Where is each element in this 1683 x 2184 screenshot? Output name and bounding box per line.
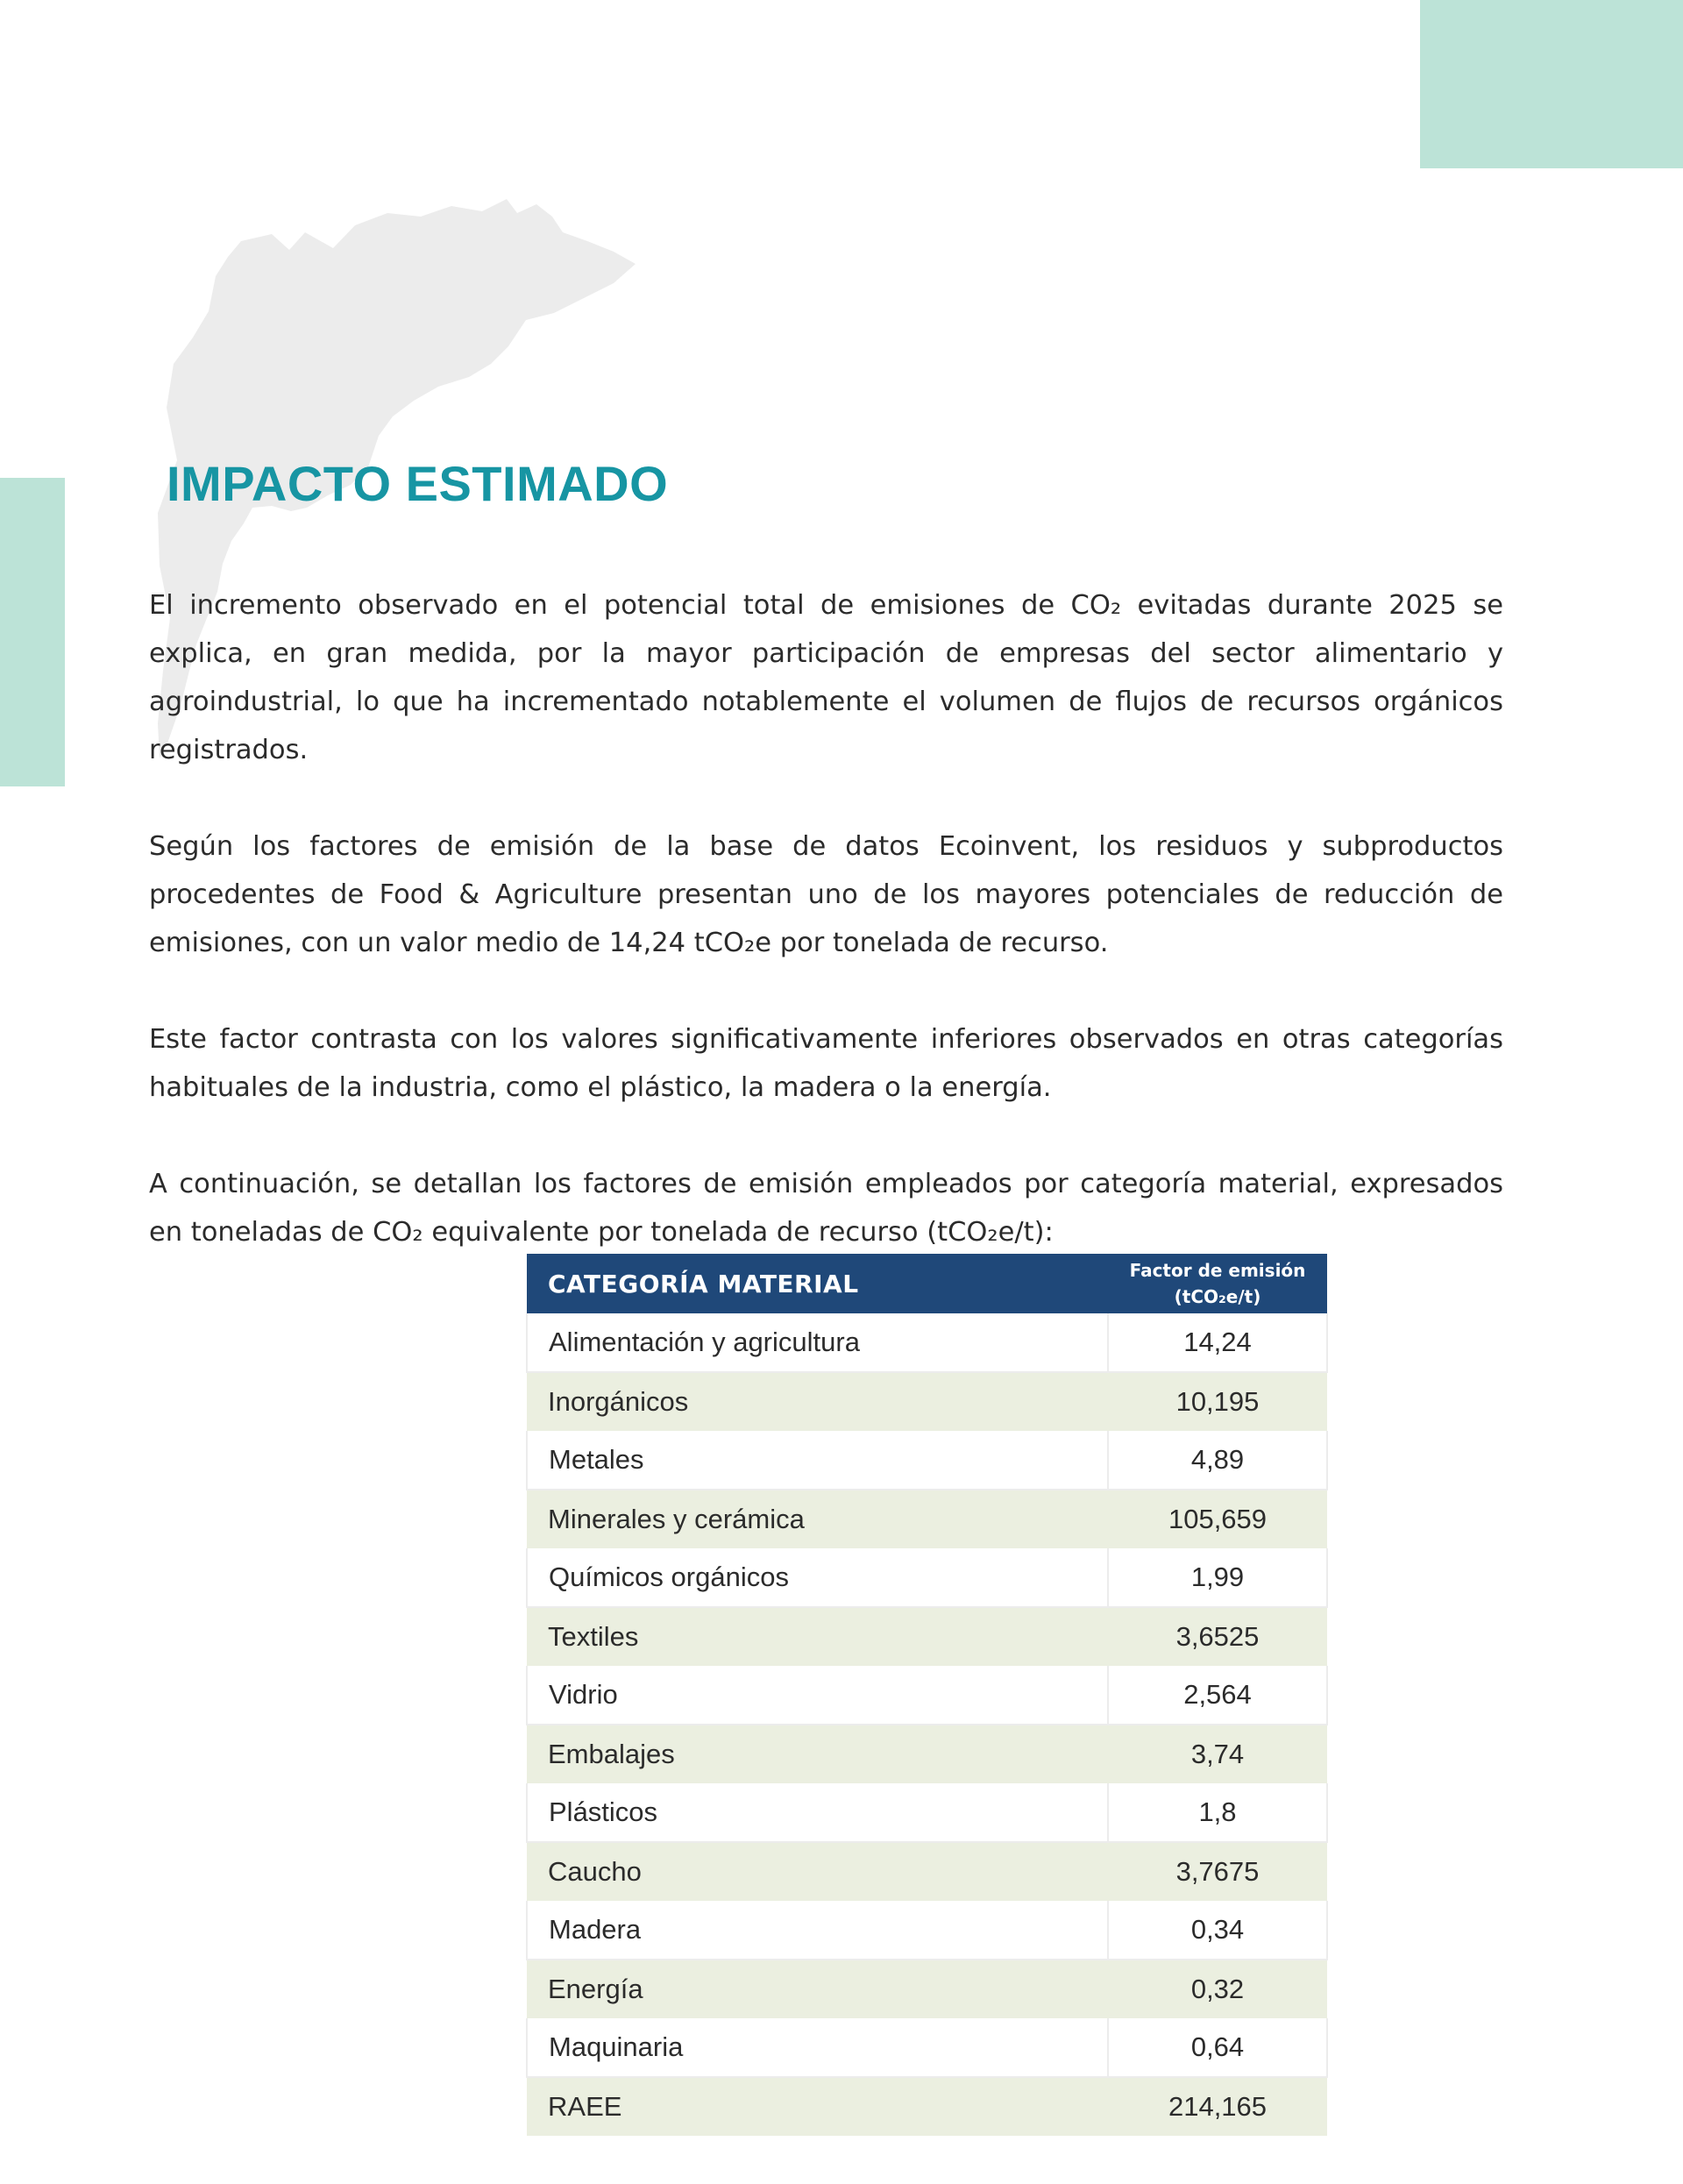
table-row: [527, 1313, 1327, 1372]
row-category: Químicos orgánicos: [527, 1548, 1108, 1607]
page-title: IMPACTO ESTIMADO: [167, 456, 669, 511]
row-value: 105,659: [1108, 1490, 1327, 1548]
top-right-accent-block: [1420, 0, 1683, 168]
table-row: [527, 1548, 1327, 1607]
header-category: CATEGORÍA MATERIAL: [527, 1254, 1108, 1313]
row-category: Plásticos: [527, 1783, 1108, 1842]
row-category: Vidrio: [527, 1666, 1108, 1725]
row-value: 4,89: [1108, 1431, 1327, 1490]
header-factor-line2: (tCO₂e/t): [1174, 1286, 1261, 1307]
table-row: [527, 1490, 1327, 1548]
table-row: [527, 1666, 1327, 1725]
row-category: Inorgánicos: [527, 1372, 1108, 1431]
header-factor-line1: Factor de emisión: [1129, 1260, 1306, 1281]
table-row: [527, 2077, 1327, 2136]
row-value: 1,99: [1108, 1548, 1327, 1607]
row-value: 14,24: [1108, 1313, 1327, 1372]
row-value: 2,564: [1108, 1666, 1327, 1725]
row-value: 0,34: [1108, 1901, 1327, 1960]
table-row: [527, 1783, 1327, 1842]
row-category: Maquinaria: [527, 2018, 1108, 2077]
paragraph-ecoinvent: Según los factores de emisión de la base de datos Ecoinvent, los residuos y subproductos procedentes de Food & Agriculture presentan uno de los mayores potenciales de reducción de emisiones, con un valor medio de 14,24 tCO₂e por tonelada de recurso.: [149, 831, 1503, 958]
table-row: [527, 2018, 1327, 2077]
row-category: Energía: [527, 1960, 1108, 2018]
row-value: 3,6525: [1108, 1607, 1327, 1666]
table-row: [527, 1901, 1327, 1960]
table-row: [527, 1372, 1327, 1431]
table-row: [527, 1842, 1327, 1901]
header-factor: [1108, 1254, 1327, 1313]
table-row: [527, 1607, 1327, 1666]
row-value: 0,64: [1108, 2018, 1327, 2077]
row-value: 3,74: [1108, 1725, 1327, 1783]
row-value: 3,7675: [1108, 1842, 1327, 1901]
table-row: [527, 1431, 1327, 1490]
row-category: Minerales y cerámica: [527, 1490, 1108, 1548]
row-value: 0,32: [1108, 1960, 1327, 2018]
paragraph-intro: El incremento observado en el potencial total de emisiones de CO₂ evitadas durante 2025 se explica, en gran medida, por la mayor participación de empresas del sector alimentario y agroindustrial, lo que ha incrementado notablemente el volumen de flujos de recursos orgánicos registrados.: [149, 590, 1503, 765]
row-category: Metales: [527, 1431, 1108, 1490]
body-text: [149, 581, 1503, 1305]
paragraph-table-intro: A continuación, se detallan los factores de emisión empleados por categoría material, expresados en toneladas de CO₂ equivalente por tonelada de recurso (tCO₂e/t):: [149, 1169, 1503, 1248]
row-category: Alimentación y agricultura: [527, 1313, 1108, 1372]
row-category: Embalajes: [527, 1725, 1108, 1783]
row-category: Caucho: [527, 1842, 1108, 1901]
table-header-row: [527, 1254, 1327, 1313]
row-value: 1,8: [1108, 1783, 1327, 1842]
emission-factor-table: [526, 1254, 1326, 2136]
left-accent-block: [0, 478, 65, 786]
row-category: RAEE: [527, 2077, 1108, 2136]
row-value: 214,165: [1108, 2077, 1327, 2136]
table-row: [527, 1725, 1327, 1783]
row-category: Textiles: [527, 1607, 1108, 1666]
row-value: 10,195: [1108, 1372, 1327, 1431]
table-row: [527, 1960, 1327, 2018]
row-category: Madera: [527, 1901, 1108, 1960]
paragraph-contrast: Este factor contrasta con los valores significativamente inferiores observados en otras categorías habituales de la industria, como el plástico, la madera o la energía.: [149, 1024, 1503, 1103]
